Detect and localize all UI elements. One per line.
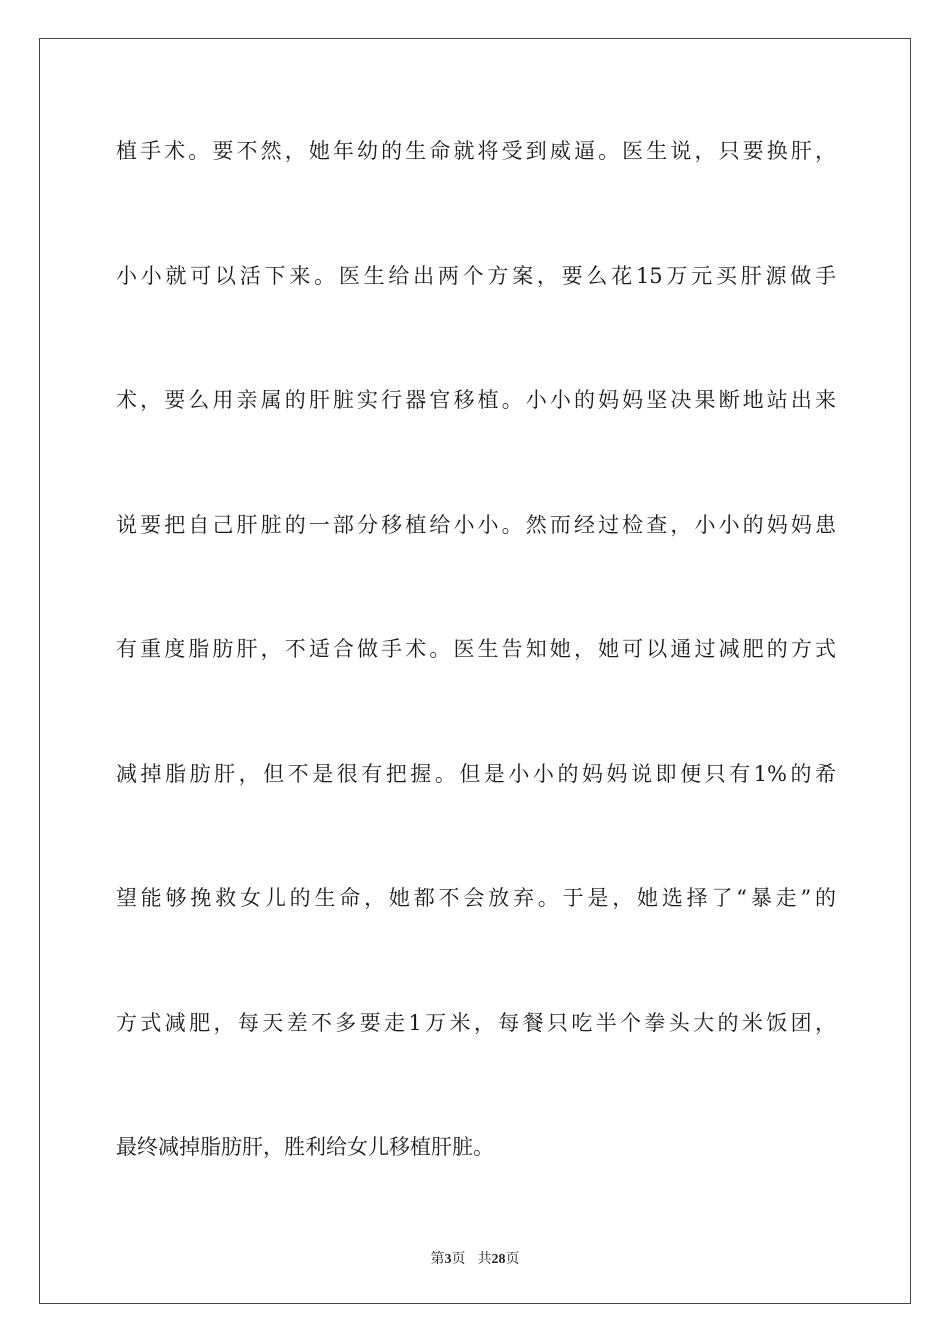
text-line: 最终减掉脂肪肝，胜利给女儿移植肝脏。 bbox=[116, 1135, 494, 1159]
page-footer bbox=[0, 1248, 950, 1268]
text-line: 小小就可以活下来。医生给出两个方案，要么花15万元买肝源做手 bbox=[116, 264, 836, 288]
page-suffix: 页 bbox=[451, 1252, 466, 1267]
total-suffix: 页 bbox=[505, 1252, 520, 1267]
text-line: 有重度脂肪肝，不适合做手术。医生告知她，她可以通过减肥的方式 bbox=[116, 637, 836, 661]
page-border bbox=[39, 38, 911, 1304]
text-line: 说要把自己肝脏的一部分移植给小小。然而经过检查，小小的妈妈患 bbox=[116, 513, 836, 537]
text-line: 术，要么用亲属的肝脏实行器官移植。小小的妈妈坚决果断地站出来 bbox=[116, 388, 836, 412]
text-line: 植手术。要不然，她年幼的生命就将受到威逼。医生说，只要换肝， bbox=[116, 139, 836, 163]
text-line: 方式减肥，每天差不多要走1万米，每餐只吃半个拳头大的米饭团， bbox=[116, 1011, 836, 1035]
total-prefix: 共 bbox=[477, 1252, 492, 1267]
text-line: 减掉脂肪肝，但不是很有把握。但是小小的妈妈说即便只有1%的希 bbox=[116, 762, 836, 786]
page-number: 3 bbox=[444, 1252, 452, 1267]
page-prefix: 第 bbox=[430, 1252, 445, 1267]
text-line: 望能够挽救女儿的生命，她都不会放弃。于是，她选择了“暴走”的 bbox=[116, 886, 836, 910]
total-pages: 28 bbox=[491, 1252, 506, 1267]
